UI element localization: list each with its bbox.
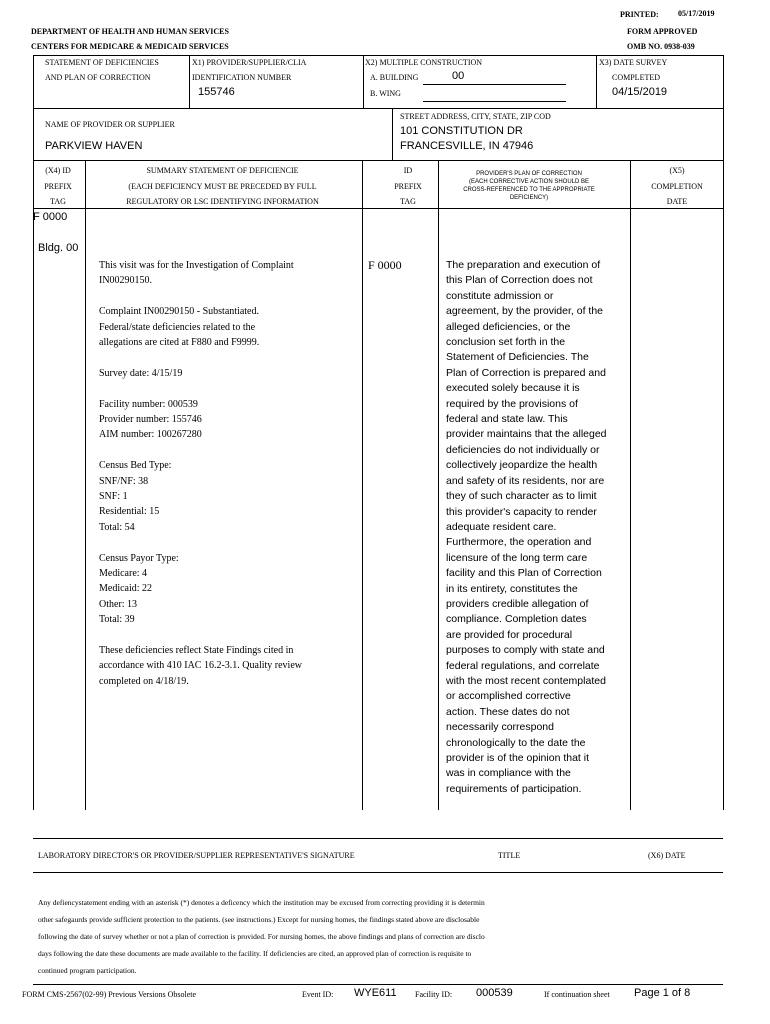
building-label: A. BUILDING bbox=[370, 73, 419, 82]
rule bbox=[33, 838, 723, 839]
address-line2: FRANCESVILLE, IN 47946 bbox=[400, 140, 534, 152]
deficiency-paragraph: Census Bed Type: SNF/NF: 38 SNF: 1 Residential: 15 Total: 54 bbox=[99, 460, 172, 533]
x3-label-2: COMPLETED bbox=[612, 73, 660, 82]
deficiency-paragraph: This visit was for the Investigation of Complaint IN00290150. bbox=[99, 260, 294, 287]
disclaimer-line: following the date of survey whether or not a plan of correction is provided. For nursing homes, the above findings and plans of correction are disclo bbox=[38, 932, 485, 941]
provider-name-value: PARKVIEW HAVEN bbox=[45, 140, 143, 152]
facility-id-label: Facility ID: bbox=[415, 990, 453, 999]
signature-date: (X6) DATE bbox=[648, 851, 686, 860]
deficiency-paragraph: Survey date: 4/15/19 bbox=[99, 367, 183, 379]
signature-title: TITLE bbox=[498, 851, 521, 860]
x5-header-3: DATE bbox=[666, 197, 688, 206]
rule bbox=[189, 55, 190, 108]
disclaimer-text bbox=[38, 894, 718, 979]
printed-date: 05/17/2019 bbox=[678, 9, 715, 18]
deficiency-paragraph: These deficiencies reflect State Findings cited in accordance with 410 IAC 16.2-3.1. Quality review completed on 4/18/19. bbox=[99, 645, 302, 687]
dept-title: DEPARTMENT OF HEALTH AND HUMAN SERVICES bbox=[31, 27, 229, 36]
id-header-3: TAG bbox=[400, 197, 416, 206]
disclaimer-line: Any defiencystatement ending with an asterisk (*) denotes a deficency which the institution may be excused from correcting providing it is determin bbox=[38, 898, 485, 907]
x2-label: X2) MULTIPLE CONSTRUCTION bbox=[365, 58, 483, 67]
address-label: STREET ADDRESS, CITY, STATE, ZIP COD bbox=[400, 112, 551, 121]
facility-id-value: 000539 bbox=[476, 987, 513, 999]
deficiency-paragraph: Facility number: 000539 Provider number: 155746 AIM number: 100267280 bbox=[99, 398, 202, 441]
rule bbox=[362, 160, 363, 810]
form-approved: FORM APPROVED bbox=[627, 27, 698, 36]
centers-title: CENTERS FOR MEDICARE & MEDICAID SERVICES bbox=[31, 42, 229, 51]
disclaimer-line: days following the date these documents are made available to the facility. If deficiencies are cited, an approved plan of correction is requisite to bbox=[38, 949, 472, 958]
x3-label-1: X3) DATE SURVEY bbox=[599, 58, 668, 67]
plan-of-correction-text: The preparation and execution of this Plan of Correction does not constitute admission or agreement, by the provider, of the alleged deficiencies, or the conclusion set forth in the Statement of Deficiencies. The Plan of Correction is prepared and executed solely because it is required by the provisions of federal and state law. This provider maintains that the alleged deficiencies do not individually or collectively jeopardize the health and safety of its residents, nor are they of such character as to limit this provider's capacity to render adequate resident care. Furthermore, the operation and licensure of the long term care facility and this Plan of Correction in its entirety, constitutes the providers credible allegation of compliance. Completion dates are provided for procedural purposes to comply with state and federal regulations, and correlate with the most recent contemplated or accomplished corrective action. These dates do not necessarily correspond chronologically to the date the provider is of the opinion that it was in compliance with the requirements of participation. bbox=[446, 259, 607, 795]
printed-label: PRINTED: bbox=[620, 10, 659, 19]
x1-label-1: X1) PROVIDER/SUPPLIER/CLIA bbox=[192, 58, 307, 67]
x5-header-2: COMPLETION bbox=[651, 182, 703, 191]
building-value: 00 bbox=[452, 70, 465, 82]
wing-underline bbox=[423, 101, 566, 102]
deficiency-text bbox=[99, 258, 357, 705]
rule bbox=[392, 108, 393, 160]
wing-label: B. WING bbox=[370, 89, 401, 98]
tag-right: F 0000 bbox=[368, 258, 402, 272]
survey-date-value: 04/15/2019 bbox=[612, 86, 668, 98]
deficiency-paragraph: Complaint IN00290150 - Substantiated. Federal/state deficiencies related to the allegations are cited at F880 and F9999. bbox=[99, 306, 260, 349]
summary-header-1: SUMMARY STATEMENT OF DEFICIENCIE bbox=[146, 166, 299, 175]
rule bbox=[33, 872, 723, 873]
rule bbox=[438, 160, 439, 810]
rule bbox=[596, 55, 597, 108]
id-header-2: PREFIX bbox=[394, 182, 422, 191]
rule bbox=[85, 160, 86, 810]
disclaimer-line: continued program participation. bbox=[38, 966, 137, 975]
event-id-label: Event ID: bbox=[302, 990, 334, 999]
summary-header-2: (EACH DEFICIENCY MUST BE PRECEDED BY FULL bbox=[128, 182, 317, 191]
poc-header-1: PROVIDER'S PLAN OF CORRECTION bbox=[476, 171, 582, 177]
deficiency-paragraph: Census Payor Type: Medicare: 4 Medicaid: 22 Other: 13 Total: 39 bbox=[99, 552, 179, 626]
summary-header-3: REGULATORY OR LSC IDENTIFYING INFORMATION bbox=[126, 197, 319, 206]
page-number: Page 1 of 8 bbox=[634, 987, 691, 999]
building-tag: Bldg. 00 bbox=[38, 242, 79, 254]
poc-header-3: CROSS-REFERENCED TO THE APPROPRIATE bbox=[463, 187, 595, 193]
rule bbox=[33, 55, 723, 56]
x4-header-3: TAG bbox=[50, 197, 66, 206]
tag-left: F 0000 bbox=[33, 211, 68, 223]
provider-id-value: 155746 bbox=[198, 86, 235, 98]
poc-header-2: (EACH CORRECTIVE ACTION SHOULD BE bbox=[468, 179, 590, 185]
statement-label-1: STATEMENT OF DEFICIENCIES bbox=[45, 58, 159, 67]
x4-header-2: PREFIX bbox=[44, 182, 72, 191]
rule bbox=[363, 55, 364, 108]
poc-header-4: DEFICIENCY) bbox=[509, 195, 549, 201]
x1-label-2: IDENTIFICATION NUMBER bbox=[192, 73, 292, 82]
form-number: FORM CMS-2567(02-99) Previous Versions Obsolete bbox=[22, 990, 197, 999]
x5-header-1: (X5) bbox=[669, 166, 685, 175]
signature-label: LABORATORY DIRECTOR'S OR PROVIDER/SUPPLIER REPRESENTATIVE'S SIGNATURE bbox=[38, 851, 355, 860]
rule bbox=[723, 55, 724, 810]
provider-name-label: NAME OF PROVIDER OR SUPPLIER bbox=[45, 120, 175, 129]
rule bbox=[630, 160, 631, 810]
x4-header-1: (X4) ID bbox=[45, 166, 71, 175]
disclaimer-line: other safegaurds provide sufficient protection to the patients. (see instructions.) Except for nursing homes, the findings stated above are disclosable bbox=[38, 915, 480, 924]
rule bbox=[33, 208, 723, 209]
continuation-label: If continuation sheet bbox=[544, 990, 610, 999]
event-id-value: WYE611 bbox=[354, 987, 397, 999]
omb-number: OMB NO. 0938-039 bbox=[627, 42, 695, 51]
rule bbox=[33, 984, 723, 985]
rule bbox=[33, 160, 723, 161]
address-line1: 101 CONSTITUTION DR bbox=[400, 125, 523, 137]
building-underline bbox=[423, 84, 566, 85]
statement-label-2: AND PLAN OF CORRECTION bbox=[45, 73, 151, 82]
id-header-1: ID bbox=[403, 166, 413, 175]
rule bbox=[33, 108, 723, 109]
